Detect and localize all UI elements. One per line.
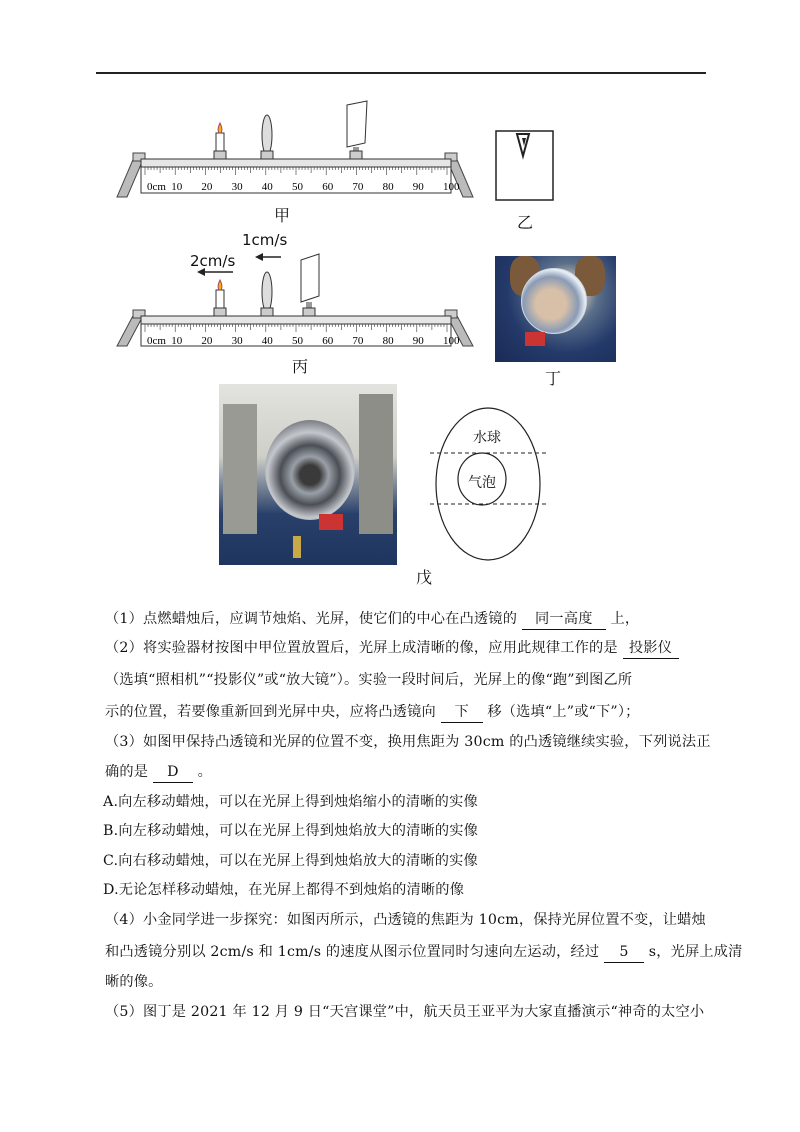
q2-text-3-end: 移（选填“上”或“下”）；	[487, 704, 640, 720]
ruler-tick-label: 20	[201, 181, 213, 193]
diagram-label-bubble: 气泡	[468, 475, 496, 491]
ruler-tick-label: 0cm	[147, 181, 166, 193]
optical-bench-bing	[115, 232, 475, 352]
screen-image-yi	[495, 130, 555, 202]
option-d: D.无论怎样移动蜡烛，在光屏上都得不到烛焰的清晰的像	[103, 882, 465, 898]
ruler-tick-label: 30	[231, 335, 243, 347]
q1-text: （1）点燃蜡烛后，应调节烛焰、光屏，使它们的中心在凸透镜的	[105, 611, 518, 627]
caption-wu: 戊	[416, 568, 433, 587]
optical-bench-jia	[115, 95, 475, 200]
ruler-tick-label: 10	[171, 335, 183, 347]
question-2-line1	[105, 638, 679, 659]
ruler-tick-label: 10	[171, 181, 183, 193]
q3-text: 确的是	[105, 764, 149, 780]
caption-ding: 丁	[545, 369, 562, 388]
question-2-line2: （选填“照相机”“投影仪”或“放大镜”）。实验一段时间后，光屏上的像“跑”到图乙所	[105, 672, 633, 688]
option-a: A.向左移动蜡烛，可以在光屏上得到烛焰缩小的清晰的实像	[103, 794, 478, 810]
question-3-line1: （3）如图甲保持凸透镜和光屏的位置不变，换用焦距为 30cm 的凸透镜继续实验，下列说法正	[105, 734, 711, 750]
caption-bing: 丙	[292, 357, 309, 376]
ruler-tick-label: 100	[443, 181, 460, 193]
ruler-tick-label: 20	[201, 335, 213, 347]
ruler-tick-label: 50	[292, 181, 303, 193]
photo-bubble-wu	[219, 384, 397, 565]
q1-answer: 同一高度	[522, 609, 606, 630]
question-1	[105, 609, 639, 630]
ruler-tick-label: 60	[322, 335, 334, 347]
ruler-tick-label: 80	[382, 181, 394, 193]
q2-text-3: 示的位置，若要像重新回到光屏中央，应将凸透镜向	[105, 704, 436, 720]
ruler-tick-label: 70	[352, 181, 364, 193]
ruler-tick-label: 40	[261, 181, 273, 193]
question-4-line2	[105, 942, 743, 963]
ruler-tick-label: 0cm	[147, 335, 166, 347]
q4-text: 和凸透镜分别以 2cm/s 和 1cm/s 的速度从图示位置同时匀速向左运动，经过	[105, 944, 600, 960]
q4-text-end: s，光屏上成清	[648, 944, 743, 960]
q3-text-end: 。	[197, 764, 212, 780]
question-4-line1: （4）小金同学进一步探究：如图丙所示，凸透镜的焦距为 10cm，保持光屏位置不变，让蜡烛	[105, 912, 706, 928]
ruler-tick-label: 60	[322, 181, 334, 193]
ruler-tick-label: 90	[412, 181, 424, 193]
photo-water-ball-ding	[495, 256, 616, 362]
diagram-label-water-ball: 水球	[473, 430, 501, 446]
ruler-tick-label: 30	[231, 181, 243, 193]
ruler-tick-label: 50	[292, 335, 303, 347]
question-2-line3	[105, 702, 640, 723]
question-5-line1: （5）图丁是 2021 年 12 月 9 日“天宫课堂”中，航天员王亚平为大家直播演示“神奇的太空小	[105, 1004, 705, 1020]
question-4-line3: 晰的像。	[105, 974, 163, 990]
q2-answer-1: 投影仪	[623, 638, 679, 659]
option-b: B.向左移动蜡烛，可以在光屏上得到烛焰放大的清晰的实像	[103, 823, 479, 839]
option-c: C.向右移动蜡烛，可以在光屏上得到烛焰放大的清晰的实像	[103, 853, 478, 869]
top-rule	[96, 72, 706, 74]
question-3-line2	[105, 762, 212, 783]
ruler-tick-label: 40	[261, 335, 273, 347]
q2-answer-2: 下	[441, 702, 483, 723]
speed-lens-label: 1cm/s	[242, 231, 288, 249]
caption-jia: 甲	[274, 206, 291, 225]
q1-text-end: 上，	[610, 611, 640, 627]
ruler-tick-label: 100	[443, 335, 460, 347]
ruler-tick-label: 90	[412, 335, 424, 347]
q3-answer: D	[153, 762, 193, 783]
caption-yi: 乙	[517, 213, 534, 232]
ruler-tick-label: 70	[352, 335, 364, 347]
q2-text: （2）将实验器材按图中甲位置放置后，光屏上成清晰的像，应用此规律工作的是	[105, 640, 618, 656]
ruler-tick-label: 80	[382, 335, 394, 347]
speed-candle-label: 2cm/s	[190, 252, 236, 270]
q4-answer: 5	[604, 942, 644, 963]
